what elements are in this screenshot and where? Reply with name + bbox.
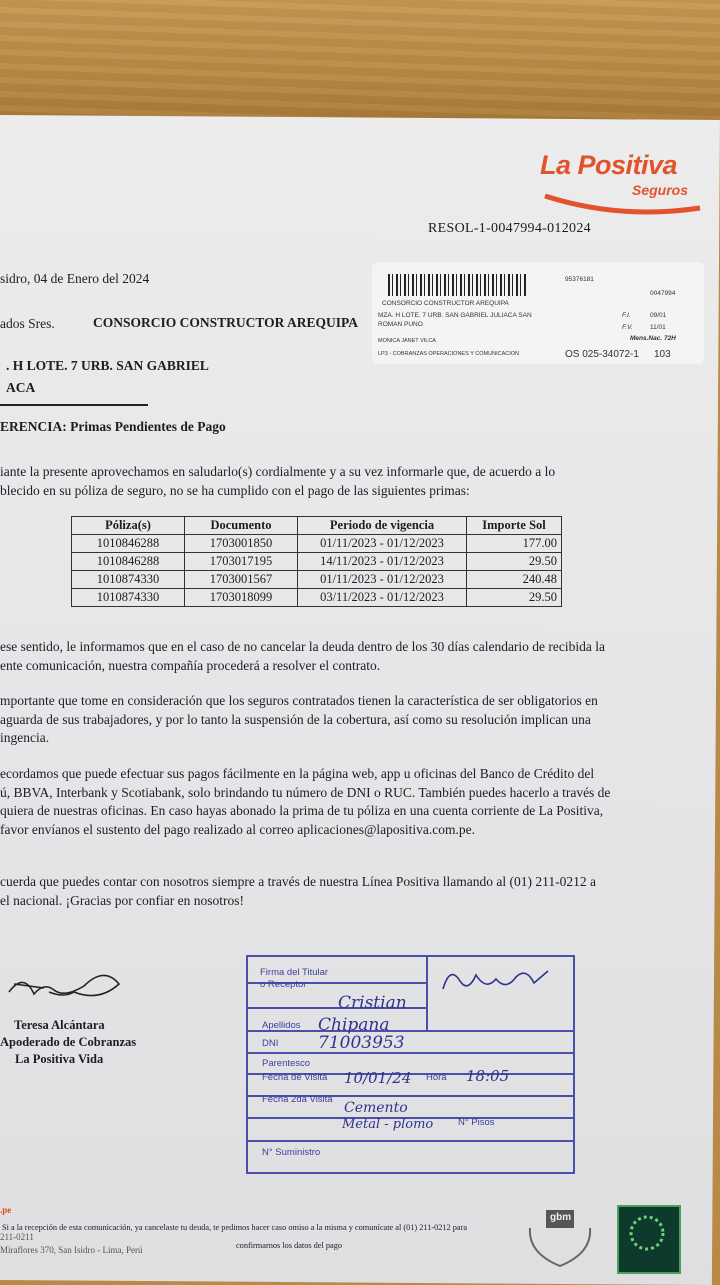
cell-periodo: 03/11/2023 - 01/12/2023	[298, 589, 467, 607]
cell-importe: 240.48	[467, 571, 562, 589]
intro-line: iante la presente aprovechamos en saludarlo(s) cordialmente y a su vez informarle que, de acuerdo a lo	[0, 464, 556, 479]
signer-company: La Positiva Vida	[15, 1052, 104, 1066]
cell-importe: 177.00	[467, 535, 562, 553]
para-line: ese sentido, le informamos que en el caso de no cancelar la deuda dentro de los 30 días calendario de recibida la	[0, 639, 606, 654]
table-row	[72, 571, 562, 589]
logo-sub: Seguros	[632, 182, 689, 198]
logo-name: La Positiva	[540, 150, 678, 180]
paragraph-contact	[0, 873, 596, 910]
premiums-table	[71, 516, 562, 607]
barcode	[388, 274, 528, 296]
stamp-field: o Receptor	[260, 979, 307, 990]
handwritten-name: Cristian	[338, 993, 407, 1013]
cell-importe: 29.50	[467, 589, 562, 607]
award-seal	[520, 1208, 600, 1270]
stamp-field: Apellidos	[262, 1020, 301, 1031]
col-documento: Documento	[185, 517, 298, 535]
la-positiva-logo	[540, 150, 710, 220]
stamp-field: Parentesco	[262, 1058, 311, 1069]
cell-importe: 29.50	[467, 553, 562, 571]
para-line: quiera de nuestras oficinas. En caso hayas abonado la prima de tu póliza en una cuenta corriente de La Positiva,	[0, 803, 604, 818]
para-line: cuerda que puedes contar con nosotros siempre a través de nuestra Línea Positiva llamando al (01) 211-0212 a	[0, 874, 596, 889]
handwritten-surname: Chipana	[318, 1015, 390, 1035]
intro-line: blecido en su póliza de seguro, no se ha cumplido con el pago de las siguientes primas:	[0, 482, 470, 498]
footer-notice-2: confirmarnos los datos del pago	[236, 1241, 342, 1250]
cell-documento: 1703001567	[185, 571, 298, 589]
stamp-field: Fecha de Visita	[262, 1072, 328, 1083]
signer-title: Apoderado de Cobranzas	[0, 1035, 137, 1049]
cell-periodo: 01/11/2023 - 01/12/2023	[298, 571, 467, 589]
footer-web: .pe	[0, 1205, 12, 1215]
para-line: mportante que tome en consideración que los seguros contratados tienen la característica de ser obligatorios en	[0, 693, 598, 708]
footer-notice-1: Si a la recepción de esta comunicación, ya cancelaste tu deuda, te pedimos hacer caso omiso a la misma y comunícate al (01) 211-0212 para	[2, 1223, 468, 1232]
label-company: CONSORCIO CONSTRUCTOR AREQUIPA	[382, 300, 509, 307]
cell-poliza: 1010846288	[72, 535, 185, 553]
table-row	[72, 553, 562, 571]
wooden-background	[0, 0, 720, 125]
cell-poliza: 1010874330	[72, 571, 185, 589]
fi-value: 09/01	[650, 312, 667, 319]
stamp-line	[248, 1140, 573, 1142]
paragraph-payments	[0, 765, 610, 839]
fv-value: 11/01	[650, 324, 666, 331]
address-line-2: ACA	[6, 380, 36, 395]
cell-documento: 1703001850	[185, 535, 298, 553]
address-line-1: . H LOTE. 7 URB. SAN GABRIEL	[6, 358, 209, 373]
para-line: aguarda de sus trabajadores, y por lo tanto la suspensión de la cobertura, así como su resolución implican una	[0, 711, 591, 727]
label-dept: LP3 - COBRANZAS OPERACIONES Y COMUNICACION	[378, 351, 519, 357]
stamp-divider	[426, 957, 428, 1030]
recipient-company: CONSORCIO CONSTRUCTOR AREQUIPA	[93, 315, 359, 330]
cell-poliza: 1010874330	[72, 589, 185, 607]
mailing-label	[372, 262, 704, 364]
signer-name: Teresa Alcántara	[14, 1018, 105, 1032]
os-count: 103	[654, 349, 671, 360]
label-person: MONICA JANET VILCA	[378, 338, 436, 344]
fi-label: F.I.	[622, 312, 631, 319]
label-code: 0047994	[650, 290, 676, 297]
certification-icon	[619, 1207, 675, 1268]
logo-swoosh-icon	[540, 192, 705, 218]
address-underline	[0, 404, 148, 406]
cell-documento: 1703017195	[185, 553, 298, 571]
reference-line: ERENCIA: Primas Pendientes de Pago	[0, 419, 226, 434]
barcode-number: 95376181	[565, 276, 594, 283]
date-line: sidro, 04 de Enero del 2024	[0, 271, 150, 286]
para-line: ingencia.	[0, 730, 50, 745]
handwritten-material-1: Cemento	[344, 1100, 408, 1116]
handwritten-date: 10/01/24	[344, 1069, 412, 1087]
fv-label: F.V.	[622, 324, 633, 331]
salutation: ados Sres.	[0, 316, 55, 331]
stamp-field: Firma del Titular	[260, 967, 329, 978]
cell-periodo: 01/11/2023 - 01/12/2023	[298, 535, 467, 553]
cell-poliza: 1010846288	[72, 553, 185, 571]
seal-text: gbm	[550, 1212, 572, 1223]
intro-paragraph	[0, 463, 555, 500]
stamp-signature	[438, 961, 558, 1001]
cell-periodo: 14/11/2023 - 01/12/2023	[298, 553, 467, 571]
col-importe: Importe Sol	[467, 517, 562, 535]
label-address-1: MZA. H LOTE. 7 URB. SAN GABRIEL JULIACA SAN	[378, 312, 532, 319]
para-line: ú, BBVA, Interbank y Scotiabank, solo brindando tu número de DNI o RUC. También puedes hacerlo a través de	[0, 784, 611, 800]
footer-phone: 211-0211	[0, 1232, 34, 1242]
paragraph-cancel	[0, 638, 605, 675]
table-row	[72, 589, 562, 607]
paragraph-mandatory	[0, 692, 598, 748]
handwritten-signature	[4, 962, 144, 1012]
table-row	[72, 535, 562, 553]
stamp-line	[248, 1052, 573, 1054]
footer-address: Miraflores 370, San Isidro - Lima, Perú	[0, 1245, 143, 1255]
label-address-2: ROMAN PUNO	[378, 321, 423, 328]
para-line: ecordamos que puede efectuar sus pagos fácilmente en la página web, app u oficinas del Banco de Crédito del	[0, 766, 595, 781]
handwritten-material-2: Metal - plomo	[342, 1117, 434, 1132]
handwritten-time: 18:05	[466, 1067, 510, 1085]
col-poliza: Póliza(s)	[72, 517, 185, 535]
stamp-field: DNI	[262, 1038, 279, 1049]
stamp-field: N° Pisos	[458, 1117, 495, 1128]
para-line: ente comunicación, nuestra compañía procederá a resolver el contrato.	[0, 657, 381, 673]
resolution-number: RESOL-1-0047994-012024	[428, 221, 591, 236]
stamp-field: Hora	[426, 1072, 447, 1083]
stamp-field: Fecha 2da Visita	[262, 1094, 333, 1105]
delivery-stamp	[246, 955, 575, 1174]
os-number: OS 025-34072-1	[565, 349, 639, 360]
stamp-field: N° Suministro	[262, 1147, 321, 1158]
mens-nac: Mens.Nac. 72H	[630, 335, 676, 342]
green-certification-badge	[617, 1205, 681, 1274]
cell-documento: 1703018099	[185, 589, 298, 607]
handwritten-dni: 71003953	[318, 1033, 405, 1053]
para-line: favor envíanos el sustento del pago realizado al correo aplicaciones@lapositiva.com.pe.	[0, 821, 476, 837]
table-header-row	[72, 517, 562, 535]
para-line: el nacional. ¡Gracias por confiar en nosotros!	[0, 892, 245, 908]
col-periodo: Periodo de vigencia	[298, 517, 467, 535]
